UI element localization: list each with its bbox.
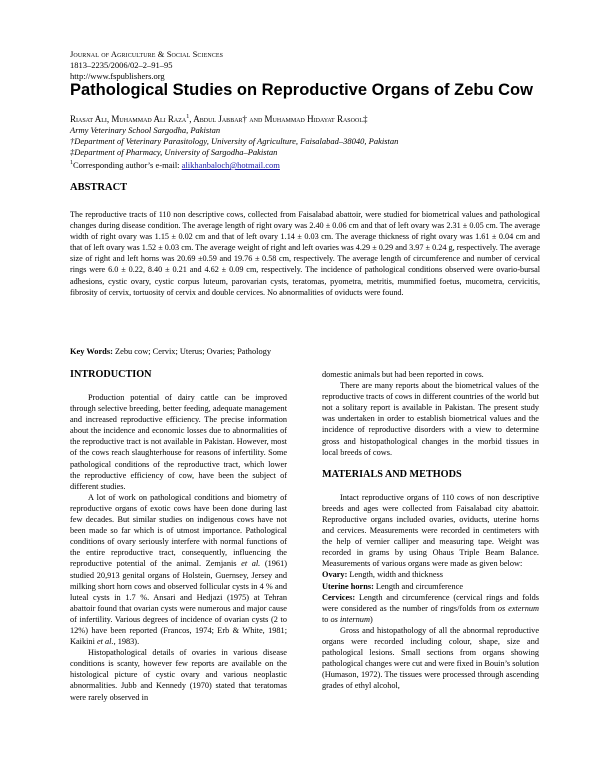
keywords [70, 346, 540, 357]
ovary-text: Length, width and thickness [347, 570, 443, 580]
affiliation-line-1: Army Veterinary School Sargodha, Pakistan [70, 125, 221, 135]
affiliations [70, 125, 540, 171]
email-link[interactable]: alikhanbaloch@hotmail.com [181, 159, 280, 170]
methods-heading: MATERIALS AND METHODS [322, 468, 462, 480]
cervices-to: to [322, 614, 331, 624]
methods-paragraph-2: Gross and histopathology of all the abnormal reproductive organs were recorded including colour, shape, size and pathological lesions. Small sections from organs showing pathological changes were cut and were fixed in Bouin’s solution (Humason, 1972). The tissues were processed through ascending grades of ethyl alcohol, [322, 625, 539, 691]
uterine-text: Length and circumference [373, 581, 464, 591]
cervices-label: Cervices: [322, 592, 356, 602]
paper-title: Pathological Studies on Reproductive Organs of Zebu Cow [70, 81, 533, 99]
corresponding-sup: 1 [70, 160, 73, 166]
os-externum: os externum [497, 603, 540, 613]
intro-paragraph-3: Histopathological details of ovaries in various disease conditions is scanty, however few reports are available on the histological picture of cystic ovary and various neoplastic abnormalities. Jubb and Kennedy (1970) stated that teratomas were rarely observed in [70, 648, 287, 702]
author-names-2: , Abdul Jabbar† and Muhammad Hidayat Rasool‡ [189, 114, 368, 124]
affiliation-line-3: ‡Department of Pharmacy, University of Sargodha–Pakistan [70, 147, 278, 157]
intro-p2-etal: et al. [241, 559, 261, 569]
journal-header [70, 49, 540, 81]
intro-paragraph-1: Production potential of dairy cattle can be improved through selective breeding, better feeding, adequate management and increased reproductive efficiency. The precise information about the incidence and economic losses due to abnormalities of the reproductive tract is not available in Pakistan. However, most of the cows reach slaughterhouse for reasons of infertility. Some pathological conditions of the reproductive tract, which lower the reproductive efficiency of cow, have been the subject of different studies. [70, 393, 287, 491]
intro-p2-part-b: (1961) studied 20,913 genital organs of Holstein, Guernsey, Jersey and milking short horn cows and observed follicular cysts in 4 % and luteal cysts in 1.7 %. Ansari and Hedjazi (1975) at Tehran abattoir found that ovarian cysts were numerous and major cause of infertility. Various degrees of incidence of ovarian cysts (2 to 12%) have been reported (Francos, 1974; Erb & White, 1981; Kaikini [70, 559, 287, 647]
methods-cervices [322, 592, 539, 625]
intro-paragraph-2 [70, 492, 287, 647]
methods-uterine [322, 581, 539, 592]
intro-p2-part-c: , 1983). [113, 637, 140, 647]
uterine-label: Uterine horns: [322, 581, 374, 591]
cervices-text: Length and circumference (cervical rings and folds were considered as the number of rings/folds from [322, 592, 539, 613]
column-right [322, 369, 539, 691]
journal-issn: 1813–2235/2006/02–2–91–95 [70, 60, 173, 70]
methods-ovary [322, 569, 539, 580]
journal-url: http://www.fspublishers.org [70, 70, 165, 81]
abstract-text: The reproductive tracts of 110 non descriptive cows, collected from Faisalabad abattoir, were studied for biometrical values and pathological changes during disease condition. The average length of right ovary was 2.40 ± 0.06 cm and that of left ovary was 2.31 ± 0.05 cm. The average width of right ovary was 1.15 ± 0.02 cm and that of left ovary 1.14 ± 0.03 cm. The average thickness of right ovary was 1.61 ± 0.04 cm and that of left ovary was 1.52 ± 0.03 cm. The average weight of right and left ovaries was 4.29 ± 0.29 and 3.97 ± 0.24 g, respectively. The average size of right and left horns was 20.69 ±0.59 and 19.76 ± 0.58 cm, respectively. The average length of circumference and number of cervical rings were 6.0 ± 0.22, 8.40 ± 0.21 and 4.62 ± 0.09 cm, respectively. The incidence of pathological conditions observed were ovario-bursal adhesions, cystic ovary, cystic corpus luteum, parovarian cysts, teratomas, pyometra, metritis, mummified foetus, mucometra, cervicitis, fibrosity of cervix, tortuosity of cervix and double cervices. No abnormalities of oviducts were found. [70, 210, 540, 297]
author-sup: 1 [186, 114, 190, 120]
intro-paragraph-3-continued: domestic animals but had been reported in cows. [322, 370, 484, 379]
cervices-end: ) [369, 614, 373, 624]
corresponding-label: Corresponding author’s e-mail: [73, 159, 182, 170]
intro-heading: INTRODUCTION [70, 369, 152, 380]
corresponding-author [70, 158, 540, 171]
author-names-1: Riasat Ali, Muhammad Ali Raza [70, 114, 187, 124]
intro-p2-part-a: A lot of work on pathological conditions and biometry of reproductive organs of exotic cows have been done during last few decades. But similar studies on indigenous cows have not been made so far which is of utmost importance. Pathological conditions of ovary seriously interfere with normal functions of the entire reproductive tract, consequently, influencing the reproductive potential of the animal. Zemjanis [70, 492, 287, 569]
intro-p2-etal-2: et al. [96, 637, 114, 647]
methods-paragraph-1: Intact reproductive organs of 110 cows of non descriptive breeds and ages were collected from Faisalabad city abattoir. Reproductive organs included ovaries, oviducts, uterine horns and cervices. Measurements were recorded in centimeters with the help of vernier calliper and measuring tape. Weight was recorded in grams by using Ohaus Triple Beam Balance. Measurements of various organs were made as given below: [322, 492, 539, 569]
intro-paragraph-4: There are many reports about the biometrical values of the reproductive tracts of cows in different countries of the world but not a solitary report is available in Pakistan. The present study was undertaken in order to establish biometrical values and the incidence of reproductive disorders with a view to determine gross and histopathological changes in the morbid tissues in local breeds of cows. [322, 381, 539, 457]
os-internum: os internum [330, 614, 370, 624]
abstract-heading: ABSTRACT [70, 182, 128, 193]
keywords-label: Key Words: [70, 347, 113, 356]
ovary-label: Ovary: [322, 570, 348, 580]
affiliation-line-2: †Department of Veterinary Parasitology, University of Agriculture, Faisalabad–38040, Pakistan [70, 136, 399, 146]
author-list [70, 112, 540, 125]
column-left [70, 369, 287, 703]
keywords-text: Zebu cow; Cervix; Uterus; Ovaries; Pathology [112, 347, 272, 356]
journal-name: Journal of Agriculture & Social Sciences [70, 49, 224, 59]
